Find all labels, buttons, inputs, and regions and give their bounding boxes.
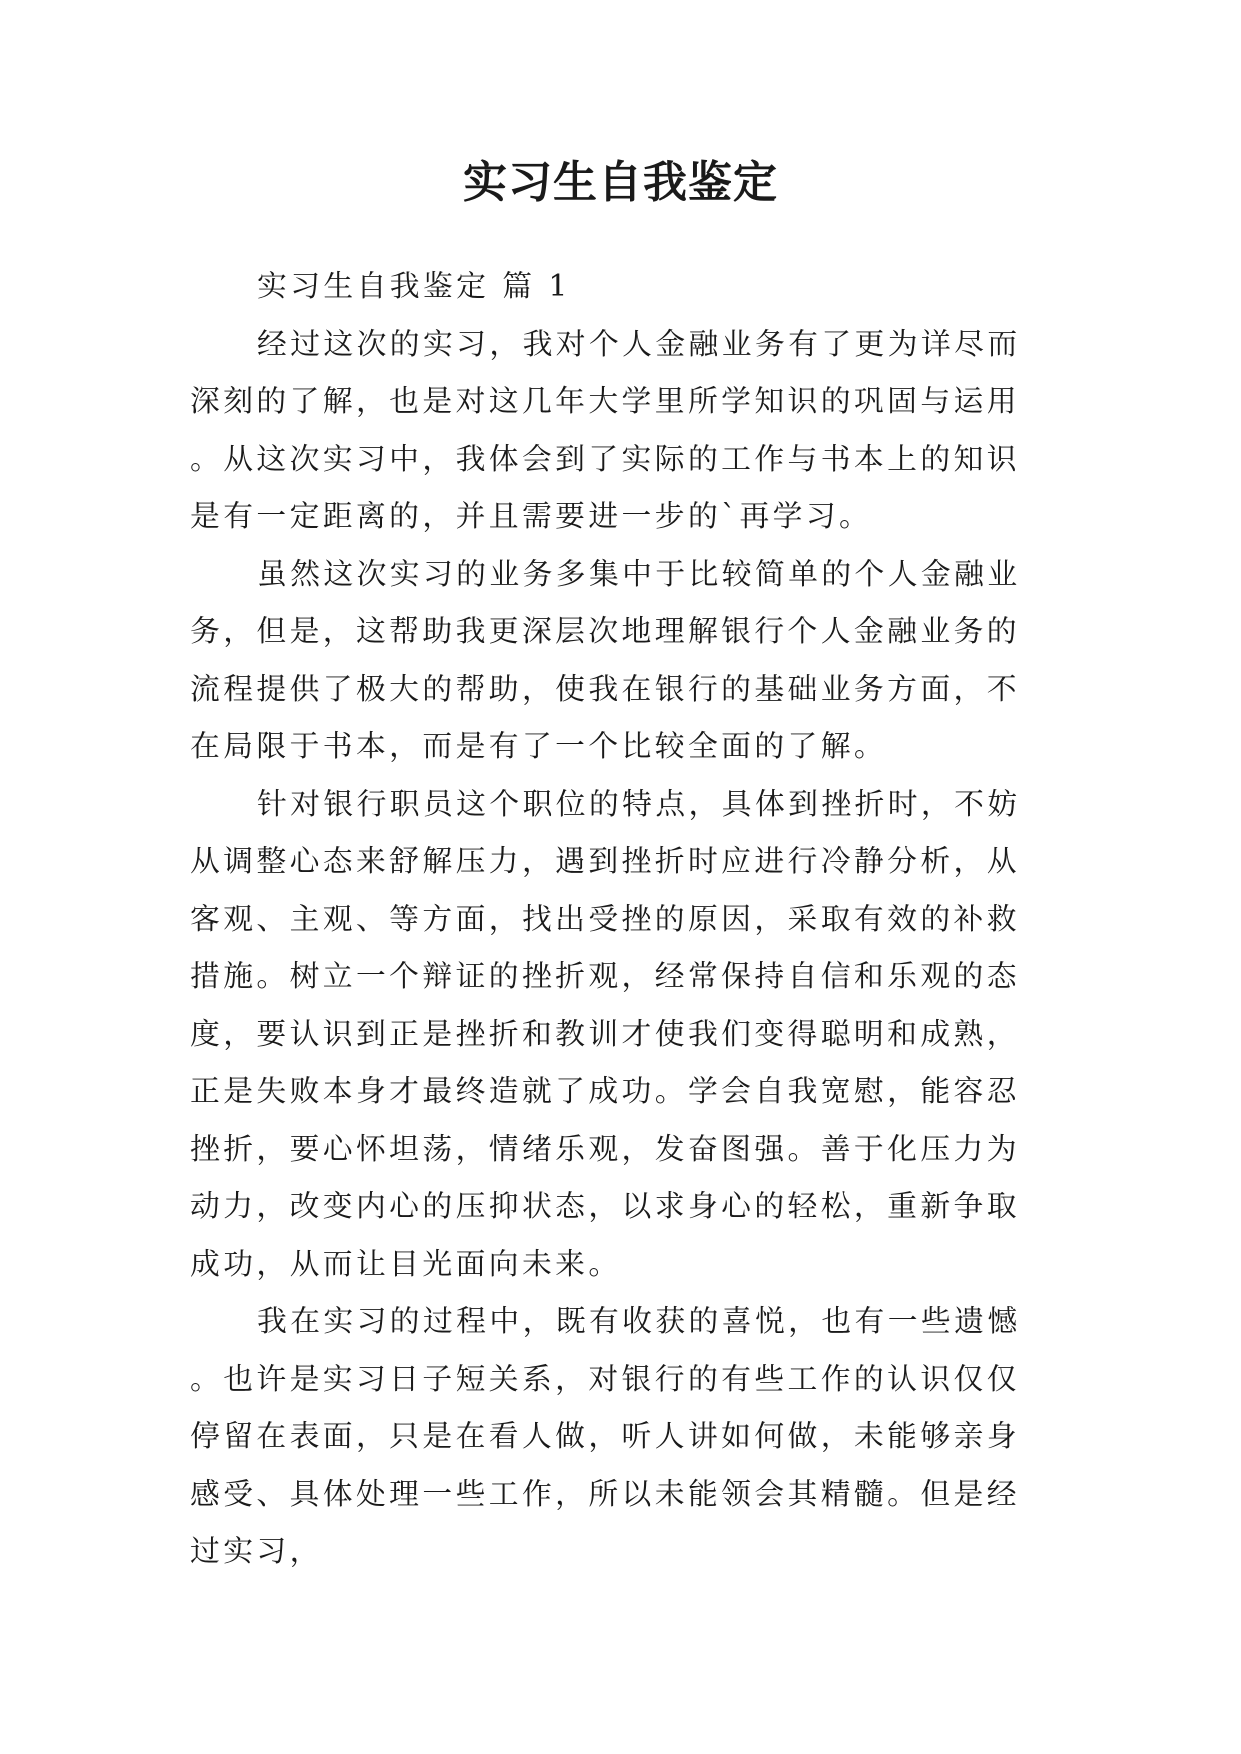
document-title: 实习生自我鉴定 <box>463 157 778 208</box>
section-heading: 实习生自我鉴定 篇 1 <box>257 269 571 304</box>
document-body <box>190 258 1052 1581</box>
paragraph-2: 虽然这次实习的业务多集中于比较简单的个人金融业务，但是，这帮助我更深层次地理解银行个人金融业务的流程提供了极大的帮助，使我在银行的基础业务方面，不在局限于书本，而是有了一个比较全面的了解。 <box>190 556 1021 764</box>
paragraph-4: 我在实习的过程中，既有收获的喜悦，也有一些遗憾。也许是实习日子短关系，对银行的有些工作的认识仅仅停留在表面，只是在看人做，听人讲如何做，未能够亲身感受、具体处理一些工作，所以未能领会其精髓。但是经过实习， <box>190 1304 1021 1569</box>
paragraph-3: 针对银行职员这个职位的特点，具体到挫折时，不妨从调整心态来舒解压力，遇到挫折时应进行冷静分析，从客观、主观、等方面，找出受挫的原因，采取有效的补救措施。树立一个辩证的挫折观，经常保持自信和乐观的态度，要认识到正是挫折和教训才使我们变得聪明和成熟，正是失败本身才最终造就了成功。学会自我宽慰，能容忍挫折，要心怀坦荡，情绪乐观，发奋图强。善于化压力为动力，改变内心的压抑状态，以求身心的轻松，重新争取成功，从而让目光面向未来。 <box>190 786 1021 1282</box>
paragraph-1: 经过这次的实习，我对个人金融业务有了更为详尽而深刻的了解，也是对这几年大学里所学知识的巩固与运用。从这次实习中，我体会到了实际的工作与书本上的知识是有一定距离的，并且需要进一步的`再学习。 <box>190 326 1021 534</box>
